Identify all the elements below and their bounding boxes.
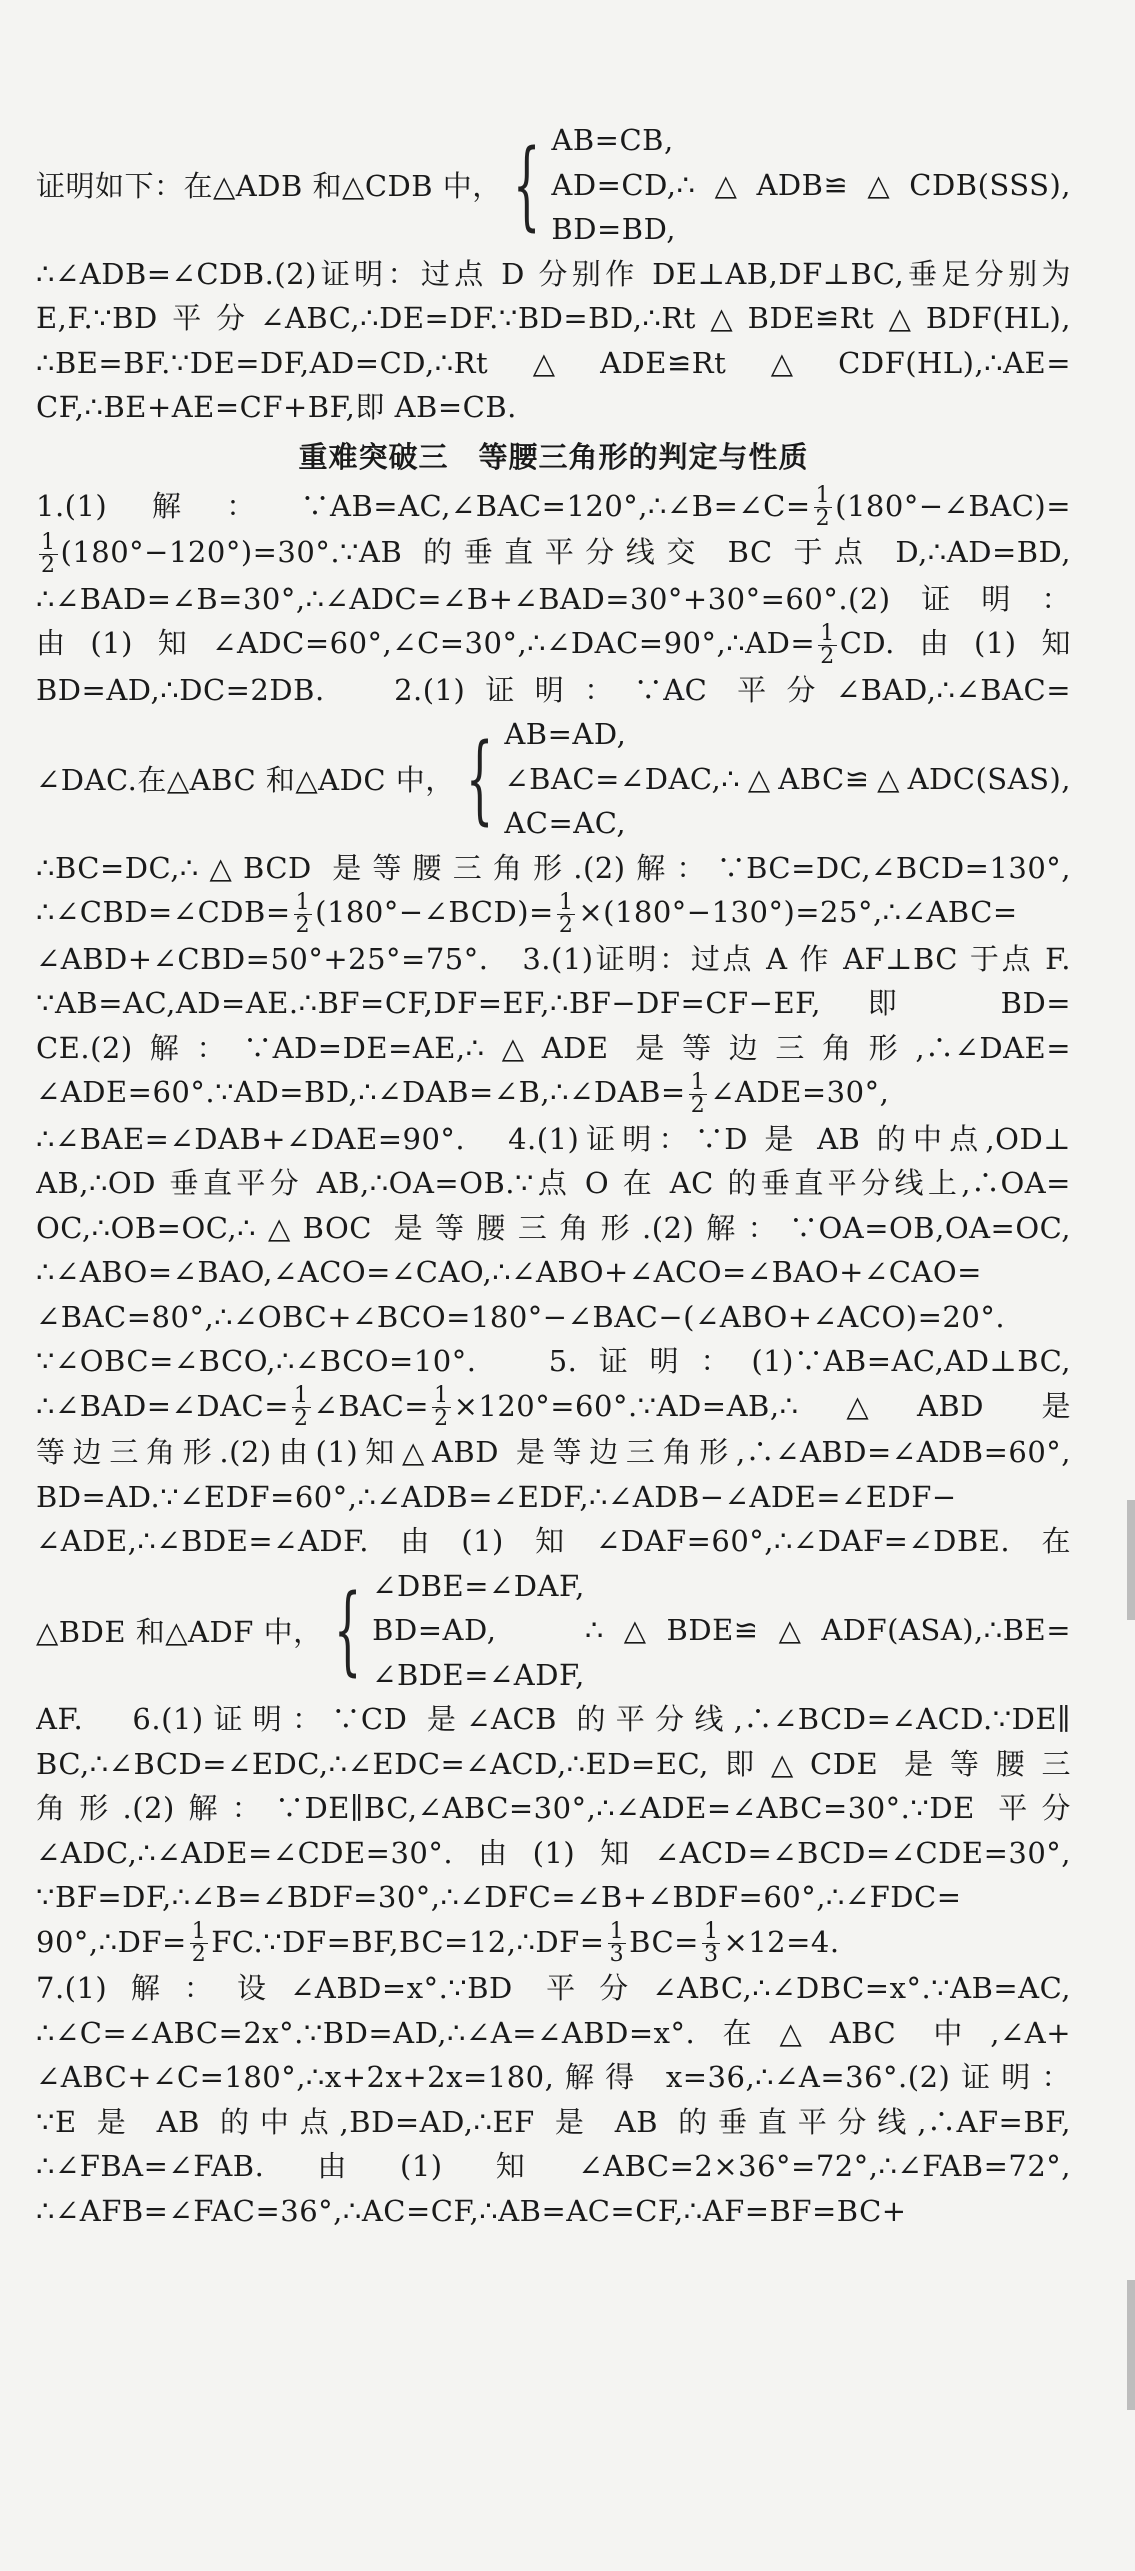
text-line: ∠ABD+∠CBD=50°+25°=75°. 3.(1)证明：过点 A 作 AF⊥BC 于点 F. <box>36 941 1071 976</box>
text-line: 7.(1)解：设∠ABD=x°.∵BD 平分∠ABC,∴∠DBC=x°.∵AB=AC, <box>36 1971 1071 2005</box>
condition-stack <box>551 118 676 252</box>
text-line: ∵∠OBC=∠BCO,∴∠BCO=10°. 5.证明：(1)∵AB=AC,AD⊥BC, <box>36 1344 1071 1378</box>
fraction <box>818 623 837 668</box>
text-segment: ∠BAC= <box>313 1388 430 1423</box>
fraction <box>557 892 576 937</box>
text-line: ∠ABC+∠C=180°,∴x+2x+2x=180,解得 x=36,∴∠A=36°.(2)证明： <box>36 2060 1071 2094</box>
condition-row: AB=CB, <box>551 123 674 157</box>
text-line <box>36 621 1071 668</box>
fraction <box>432 1385 451 1430</box>
text-line: E,F.∵BD平分∠ABC,∴DE=DF.∵BD=BD,∴Rt△BDE≌Rt△BDF(HL), <box>36 301 1071 335</box>
fraction-denominator: 2 <box>434 1406 449 1430</box>
left-brace-symbol: { <box>465 722 494 835</box>
fraction-numerator: 1 <box>820 621 835 646</box>
text-line: ∠ADC,∴∠ADE=∠CDE=30°.由(1)知∠ACD=∠BCD=∠CDE=30°, <box>36 1835 1071 1870</box>
text-segment: (180°−∠BCD)= <box>315 895 554 929</box>
text-segment: ×(180°−130°)=25°,∴∠ABC= <box>578 895 1018 929</box>
text-line: AF. 6.(1)证明：∵CD 是∠ACB 的平分线,∴∠BCD=∠ACD.∵DE∥ <box>36 1702 1071 1736</box>
fraction-numerator: 1 <box>295 890 311 915</box>
condition-row: AC=AC, <box>504 806 627 840</box>
text-segment: ×12=4. <box>723 1924 840 1959</box>
brace-intro-text: △BDE 和△ADF 中， <box>36 1614 323 1649</box>
text-line: ∴BC=DC,∴△BCD 是等腰三角形.(2)解：∵BC=DC,∠BCD=130°, <box>36 850 1071 885</box>
text-line: ∠ADE,∴∠BDE=∠ADF.由(1)知∠DAF=60°,∴∠DAF=∠DBE.在 <box>36 1524 1071 1558</box>
text-line: ∴∠BAD=∠B=30°,∴∠ADC=∠B+∠BAD=30°+30°=60°.(2)证明： <box>36 581 1071 616</box>
text-line: ∴∠BAE=∠DAB+∠DAE=90°. 4.(1)证明：∵D 是 AB 的中点,OD⊥ <box>36 1121 1071 1156</box>
fraction <box>689 1072 708 1117</box>
fraction-numerator: 1 <box>434 1383 449 1408</box>
fraction-numerator: 1 <box>294 1383 309 1408</box>
fraction-denominator: 2 <box>295 912 311 937</box>
fraction-numerator: 1 <box>191 1919 207 1944</box>
text-line: ∴∠AFB=∠FAC=36°,∴AC=CF,∴AB=AC=CF,∴AF=BF=BC+ <box>36 2193 907 2228</box>
text-segment: 90°,∴DF= <box>36 1924 187 1959</box>
proof-brace-block-3 <box>36 1564 1071 1698</box>
condition-row: ∠BDE=∠ADF, <box>372 1657 585 1692</box>
left-brace-symbol: { <box>512 128 541 241</box>
brace-conclusion-text: ∴△ADB≌△CDB(SSS), <box>676 167 1071 202</box>
fraction-denominator: 2 <box>815 506 831 530</box>
text-segment: ∠ADE=60°.∵AD=BD,∴∠DAB=∠B,∴∠DAB= <box>36 1075 686 1109</box>
text-line <box>36 890 1071 937</box>
text-line: AB,∴OD 垂直平分 AB,∴OA=OB.∵点 O 在 AC 的垂直平分线上,∴OA= <box>36 1166 1071 1200</box>
fraction-numerator: 1 <box>41 530 56 555</box>
text-line: ∵E 是 AB 的中点,BD=AD,∴EF 是 AB 的垂直平分线,∴AF=BF, <box>36 2104 1071 2139</box>
text-line: ∠BAC=80°,∴∠OBC+∠BCO=180°−∠BAC−(∠ABO+∠ACO)=20°. <box>36 1299 1006 1334</box>
fraction-denominator: 3 <box>609 1942 625 1966</box>
fraction <box>702 1921 721 1966</box>
condition-row: AB=AD, <box>504 717 627 751</box>
text-line <box>36 484 1071 531</box>
fraction-denominator: 2 <box>690 1092 706 1117</box>
brace-intro-text: ∠DAC.在△ABC 和△ADC 中， <box>36 763 455 798</box>
proof-brace-block-1 <box>36 118 1071 252</box>
text-line: OC,∴OB=OC,∴△BOC 是等腰三角形.(2)解：∵OA=OB,OA=OC, <box>36 1210 1071 1245</box>
text-line: ∴∠ABO=∠BAO,∠ACO=∠CAO,∴∠ABO+∠ACO=∠BAO+∠CAO= <box>36 1255 982 1289</box>
text-line: ∵AB=AC,AD=AE.∴BF=CF,DF=EF,∴BF−DF=CF−EF,即 BD= <box>36 986 1071 1020</box>
text-line: CE.(2)解：∵AD=DE=AE,∴△ADE 是等边三角形,∴∠DAE= <box>36 1030 1071 1065</box>
text-segment: ∴∠CBD=∠CDB= <box>36 895 291 929</box>
text-line: 等边三角形.(2)由(1)知△ABD 是等边三角形,∴∠ABD=∠ADB=60°, <box>36 1435 1071 1469</box>
text-line: CF,∴BE+AE=CF+BF,即 AB=CB. <box>36 390 517 424</box>
fraction-denominator: 2 <box>820 643 835 668</box>
text-line: ∵BF=DF,∴∠B=∠BDF=30°,∴∠DFC=∠B+∠BDF=60°,∴∠FDC= <box>36 1880 962 1914</box>
text-segment: ×120°=60°.∵AD=AB,∴△ABD 是 <box>453 1388 1071 1423</box>
fraction-numerator: 1 <box>703 1919 719 1944</box>
fraction-numerator: 1 <box>609 1919 625 1944</box>
text-line: BC,∴∠BCD=∠EDC,∴∠EDC=∠ACD,∴ED=EC,即△CDE 是等腰三 <box>36 1746 1071 1781</box>
fraction-denominator: 2 <box>191 1942 207 1966</box>
condition-row: BD=AD, <box>372 1613 497 1647</box>
proof-brace-block-2 <box>36 712 1071 846</box>
fraction-numerator: 1 <box>690 1070 706 1095</box>
text-line: ∴∠C=∠ABC=2x°.∵BD=AD,∴∠A=∠ABD=x°.在△ABC 中,∠A+ <box>36 2015 1071 2050</box>
condition-row: ∠BAC=∠DAC, <box>504 761 722 796</box>
text-segment: ∠ADE=30°, <box>710 1075 890 1109</box>
fraction-denominator: 2 <box>41 552 56 577</box>
text-segment: FC.∵DF=BF,BC=12,∴DF= <box>211 1924 605 1959</box>
text-line: BD=AD,∴DC=2DB. 2.(1)证明：∵AC 平分∠BAD,∴∠BAC= <box>36 672 1071 707</box>
brace-conclusion-text: ∴△BDE≌△ADF(ASA),∴BE= <box>584 1613 1071 1648</box>
text-line: BD=AD.∵∠EDF=60°,∴∠ADB=∠EDF,∴∠ADB−∠ADE=∠EDF− <box>36 1479 957 1514</box>
fraction-denominator: 3 <box>703 1942 719 1966</box>
condition-row: BD=BD, <box>551 212 676 246</box>
text-line <box>36 1384 1071 1431</box>
text-line: 角形.(2)解：∵DE∥BC,∠ABC=30°,∴∠ADE=∠ABC=30°.∵DE 平分 <box>36 1791 1071 1825</box>
page-edge-shadow <box>1127 2280 1135 2410</box>
brace-intro-text: 证明如下：在△ADB 和△CDB 中， <box>36 169 502 204</box>
text-line <box>36 530 1071 577</box>
fraction <box>294 892 313 937</box>
condition-stack <box>504 712 721 846</box>
condition-row: ∠DBE=∠DAF, <box>372 1568 585 1603</box>
text-segment: ∴∠BAD=∠DAC= <box>36 1388 290 1423</box>
text-segment: 由(1)知∠ADC=60°,∠C=30°,∴∠DAC=90°,∴AD= <box>36 626 816 660</box>
text-line: ∴BE=BF.∵DE=DF,AD=CD,∴Rt△ADE≌Rt△CDF(HL),∴AE= <box>36 345 1071 380</box>
fraction-numerator: 1 <box>558 890 574 915</box>
fraction-denominator: 2 <box>294 1406 309 1430</box>
fraction-numerator: 1 <box>815 483 831 508</box>
section-heading: 重难突破三 等腰三角形的判定与性质 <box>298 439 809 474</box>
condition-stack <box>372 1564 585 1698</box>
page-edge-shadow <box>1127 1500 1135 1620</box>
text-line <box>36 1920 1071 1967</box>
text-line: ∴∠ADB=∠CDB.(2)证明：过点 D 分别作 DE⊥AB,DF⊥BC,垂足分别为 <box>36 256 1071 291</box>
text-segment: BC= <box>629 1924 699 1959</box>
fraction <box>190 1921 209 1966</box>
fraction <box>608 1921 627 1966</box>
condition-row: AD=CD, <box>551 167 677 202</box>
text-line <box>36 1070 1071 1117</box>
fraction <box>292 1385 311 1430</box>
fraction-denominator: 2 <box>558 912 574 937</box>
text-segment: (180°−∠BAC)= <box>835 488 1071 523</box>
text-line: ∴∠FBA=∠FAB.由(1)知∠ABC=2×36°=72°,∴∠FAB=72°, <box>36 2149 1071 2183</box>
fraction <box>39 532 58 577</box>
fraction <box>814 485 833 530</box>
text-segment: CD.由(1)知 <box>839 626 1071 660</box>
text-segment: (180°−120°)=30°.∵AB 的垂直平分线交 BC 于点 D,∴AD=BD, <box>60 535 1071 569</box>
brace-conclusion-text: ∴△ABC≌△ADC(SAS), <box>721 761 1071 796</box>
left-brace-symbol: { <box>333 1574 362 1687</box>
text-segment: 1.(1)解：∵AB=AC,∠BAC=120°,∴∠B=∠C= <box>36 488 811 523</box>
